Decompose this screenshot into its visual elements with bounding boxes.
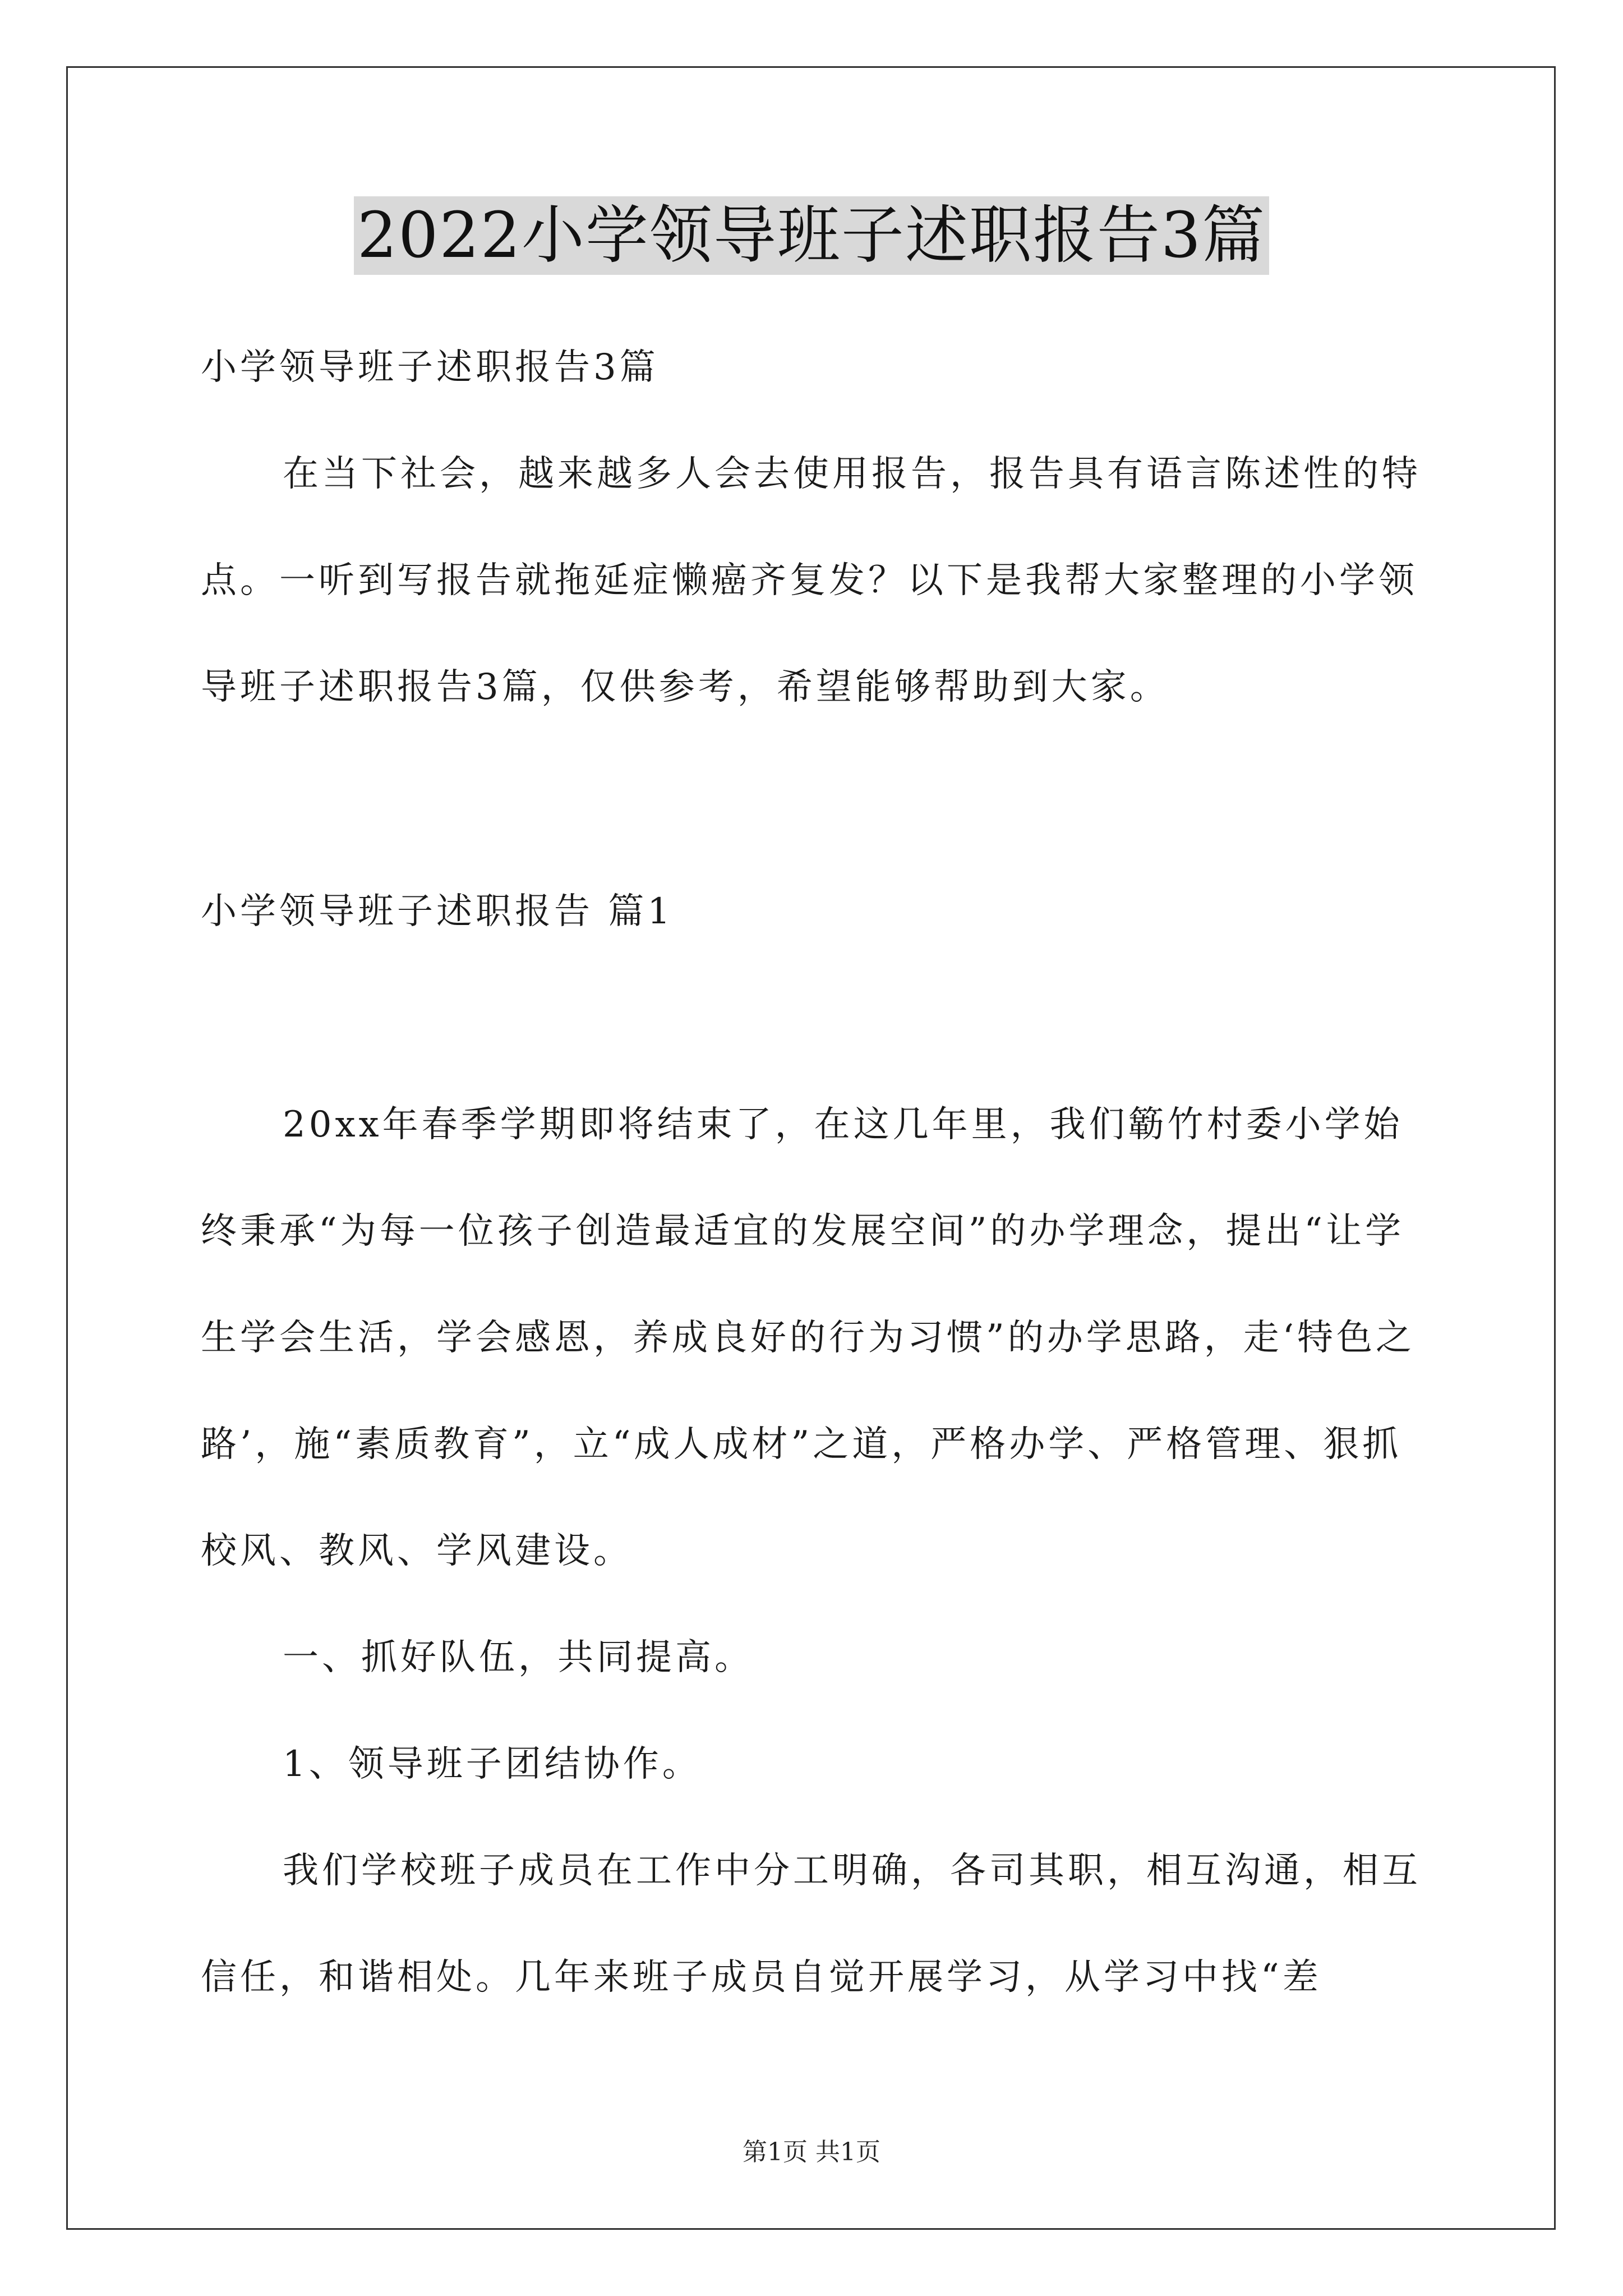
subpoint-heading: 1、领导班子团结协作。 [283,1743,702,1785]
document-subtitle: 小学领导班子述职报告3篇 [201,347,659,388]
document-title: 2022小学领导班子述职报告3篇 [354,196,1269,275]
section-heading: 小学领导班子述职报告 篇1 [201,891,674,932]
page-footer: 第1页 共1页 [743,2138,880,2166]
body-paragraph: 20xx年春季学期即将结束了，在这几年里，我们簕竹村委小学始终秉承“为每一位孩子创造最适宜的发展空间”的办学理念，提出“让学生学会生活，学会感恩，养成良好的行为习惯”的办学思路，走‘特色之路’，施“素质教育”，立“成人成材”之道，严格办学、严格管理、狠抓校风、教风、学风建设。 [201,1104,1415,1572]
point-heading: 一、抓好队伍，共同提高。 [283,1637,754,1678]
body-paragraph: 我们学校班子成员在工作中分工明确，各司其职，相互沟通，相互信任，和谐相处。几年来班子成员自觉开展学习，从学习中找“差 [201,1850,1421,1998]
title-container [0,196,1623,275]
intro-paragraph: 在当下社会，越来越多人会去使用报告，报告具有语言陈述性的特点。一听到写报告就拖延症懒癌齐复发？以下是我帮大家整理的小学领导班子述职报告3篇，仅供参考，希望能够帮助到大家。 [201,453,1421,708]
